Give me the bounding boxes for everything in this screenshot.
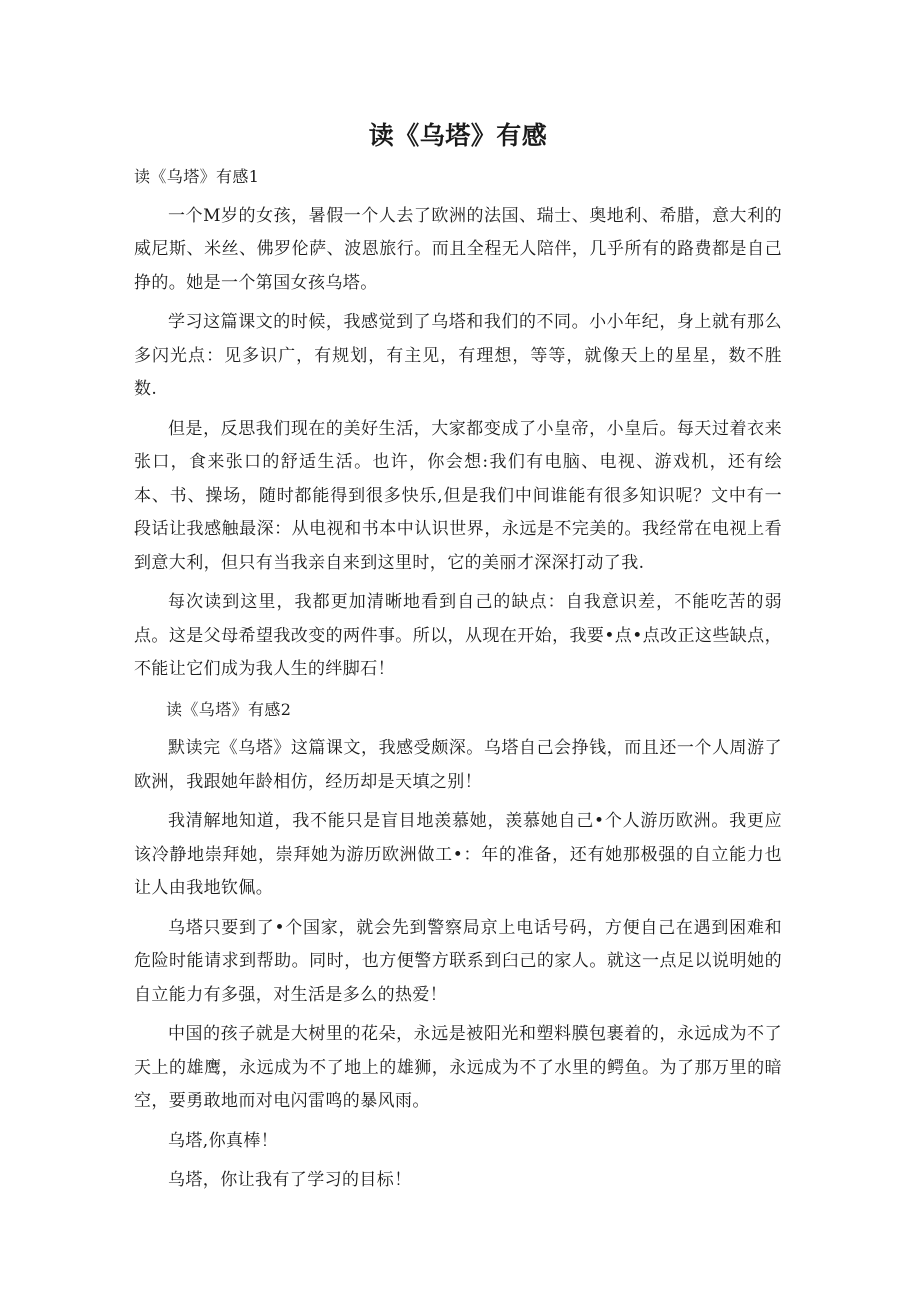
paragraph: 中国的孩子就是大树里的花朵，永远是被阳光和塑料膜包裹着的，永远成为不了天上的雄鹰，永远成为不了地上的雄狮，永远成为不了水里的鳄鱼。为了那万里的暗空，要勇敢地而对电闪雷鸣的暴风雨。 xyxy=(134,1024,782,1111)
paragraph: 默读完《乌塔》这篇课文，我感受颇深。乌塔自己会挣钱，而且还一个人周游了欧洲，我跟她年龄相仿，经历却是天填之别！ xyxy=(134,738,782,792)
paragraph: 一个M岁的女孩，暑假一个人去了欧洲的法国、瑞士、奥地利、希腊，意大利的威尼斯、米丝、佛罗伦萨、波恩旅行。而且全程无人陪伴，几乎所有的路费都是自己挣的。她是一个第国女孩乌塔。 xyxy=(134,205,782,293)
document-body xyxy=(134,160,782,1204)
section-heading-1: 读《乌塔》有感1 xyxy=(134,167,260,186)
paragraph: 乌塔只要到了•个国家，就会先到警察局京上电话号码，方便自己在遇到困难和危险时能请求到帮助。同时，也方便警方联系到臼己的家人。就这一点足以说明她的自立能力有多强，对生活是多么的热爱！ xyxy=(134,917,782,1005)
section-heading-2: 读《乌塔》有感2 xyxy=(166,699,292,719)
paragraph: 我清解地知道，我不能只是盲目地羡慕她，羡慕她自己•个人游历欧洲。我更应该冷静地崇拜她，崇拜她为游历欧洲做工•：年的准备，还有她那极强的自立能力也让人由我地钦佩。 xyxy=(134,811,782,898)
paragraph: 乌塔,你真棒！ xyxy=(168,1130,279,1151)
document-title: 读《乌塔》有感 xyxy=(368,121,548,150)
paragraph: 但是，反思我们现在的美好生活，大家都变成了小皇帝，小皇后。每天过着衣来张口，食来张口的舒适生活。也许，你会想:我们有电脑、电视、游戏机，还有绘本、书、操场，随时都能得到很多快乐,但是我们中间谁能有很多知识呢？文中有一段话让我感触最深：从电视和书本中认识世界，永远是不完美的。我经常在电视上看到意大利，但只有当我亲自来到这里时，它的美丽才深深打动了我. xyxy=(134,418,782,573)
paragraph: 每次读到这里，我都更加清晰地看到自己的缺点：自我意识差，不能吃苦的弱点。这是父母希望我改变的两件事。所以，从现在开始，我要•点•点改正这些缺点，不能让它们成为我人生的绊脚石！ xyxy=(134,592,782,679)
paragraph: 乌塔，你让我有了学习的目标！ xyxy=(168,1170,412,1190)
paragraph: 学习这篇课文的时候，我感觉到了乌塔和我们的不同。小小年纪，身上就有那么多闪光点：见多识广，有规划，有主见，有理想，等等，就像天上的星星，数不胜数. xyxy=(134,312,782,399)
